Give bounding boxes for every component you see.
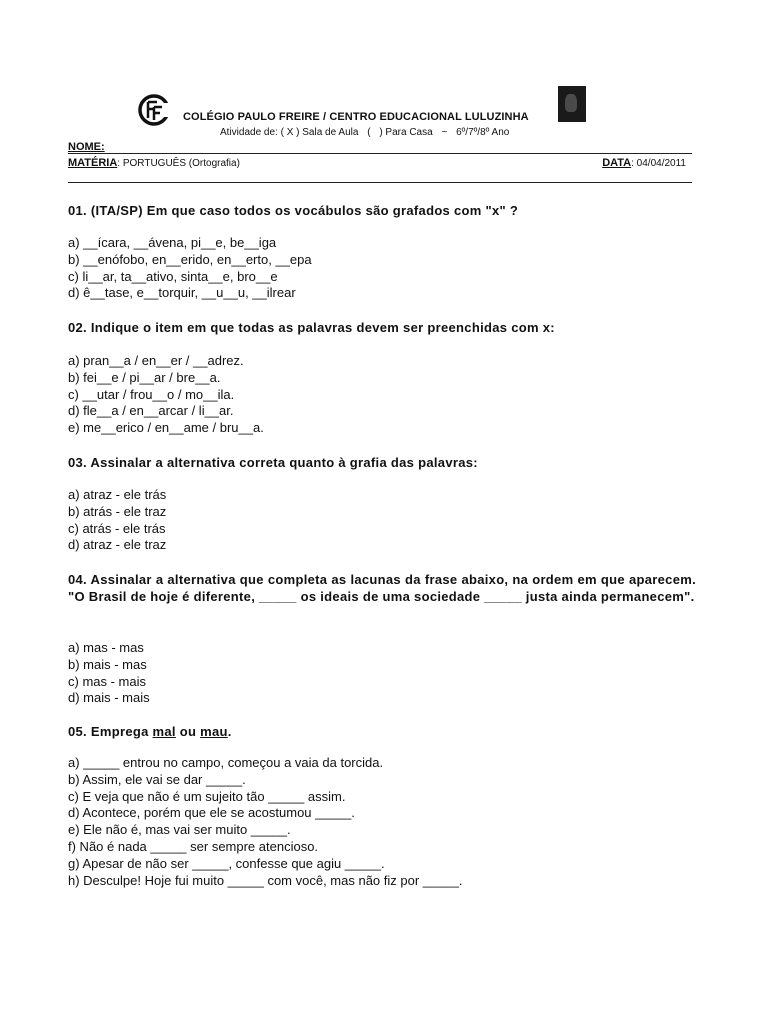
school-logo-icon [137, 93, 171, 127]
question-4: 04. Assinalar a alternativa que completa as lacunas da frase abaixo, na ordem em que aparecem. "O Brasil de hoje é diferente, _____ os ideais de uma sociedade _____ justa ainda permanecem". [68, 572, 696, 604]
option-b: b) Assim, ele vai se dar _____. [68, 771, 246, 787]
activity-paren: ( [367, 127, 371, 138]
question-3: 03. Assinalar a alternativa correta quanto à grafia das palavras: [68, 455, 478, 470]
question-4-options [68, 640, 150, 707]
subject-label: MATÉRIA [68, 157, 118, 169]
option-e: e) Ele não é, mas vai ser muito _____. [68, 822, 291, 838]
question-2-options [68, 353, 264, 437]
header-divider [68, 182, 692, 183]
option-b: b) fei__e / pi__ar / bre__a. [68, 369, 221, 385]
subject-value: : PORTUGUÊS (Ortografia) [117, 158, 240, 169]
date-field [602, 157, 686, 169]
question-1: 01. (ITA/SP) Em que caso todos os vocábulos são grafados com "x" ? [68, 203, 519, 218]
date-label: DATA [602, 157, 632, 169]
question-5-options [68, 755, 463, 889]
word-mau: mau [200, 724, 228, 739]
option-a: a) __ícara, __ávena, pi__e, be__iga [68, 235, 277, 250]
option-c: c) atrás - ele trás [68, 520, 166, 536]
name-label: NOME: [68, 141, 105, 153]
option-b: b) atrás - ele traz [68, 503, 167, 519]
option-e: e) me__erico / en__ame / bru__a. [68, 420, 264, 436]
date-value: : 04/04/2011 [631, 158, 686, 169]
question-5 [68, 724, 696, 739]
activity-line [220, 127, 515, 138]
option-b: b) __enófobo, en__erido, en__erto, __epa [68, 251, 312, 267]
option-c: c) li__ar, ta__ativo, sinta__e, bro__e [68, 268, 278, 284]
name-underline [68, 153, 692, 154]
question-5-prefix: 05. Emprega [68, 724, 153, 739]
option-d: d) Acontece, porém que ele se acostumou _____. [68, 805, 355, 821]
option-b: b) mais - mas [68, 656, 147, 672]
subject-row [68, 157, 692, 169]
option-d: d) mais - mais [68, 690, 150, 706]
activity-type: Atividade de: ( X ) Sala de Aula [220, 127, 359, 138]
option-d: d) atraz - ele traz [68, 537, 167, 553]
activity-tilde: ~ [441, 127, 448, 138]
school-crest-icon [558, 86, 586, 122]
question-3-options [68, 487, 166, 554]
activity-homework: ) Para Casa [379, 127, 433, 138]
school-name: COLÉGIO PAULO FREIRE / CENTRO EDUCACIONAL LULUZINHA [183, 111, 529, 123]
option-d: d) fle__a / en__arcar / li__ar. [68, 403, 234, 419]
question-5-middle: ou [175, 724, 201, 739]
option-a: a) mas - mas [68, 640, 144, 655]
option-a: a) _____ entrou no campo, começou a vaia da torcida. [68, 755, 384, 770]
name-row [68, 141, 692, 153]
option-c: c) E veja que não é um sujeito tão _____ assim. [68, 788, 346, 804]
option-a: a) pran__a / en__er / __adrez. [68, 353, 244, 368]
option-h: h) Desculpe! Hoje fui muito _____ com você, mas não fiz por _____. [68, 872, 463, 888]
question-2: 02. Indique o item em que todas as palavras devem ser preenchidas com x: [68, 320, 555, 335]
option-c: c) mas - mais [68, 673, 146, 689]
word-mal: mal [152, 724, 176, 739]
option-g: g) Apesar de não ser _____, confesse que agiu _____. [68, 855, 385, 871]
option-c: c) __utar / frou__o / mo__ila. [68, 386, 235, 402]
activity-grade: 6º/7º/8º Ano [456, 127, 510, 138]
question-1-options [68, 235, 312, 302]
question-5-suffix: . [227, 724, 232, 739]
option-a: a) atraz - ele trás [68, 487, 167, 502]
option-d: d) ê__tase, e__torquir, __u__u, __ilrear [68, 285, 296, 301]
option-f: f) Não é nada _____ ser sempre atencioso. [68, 838, 319, 854]
